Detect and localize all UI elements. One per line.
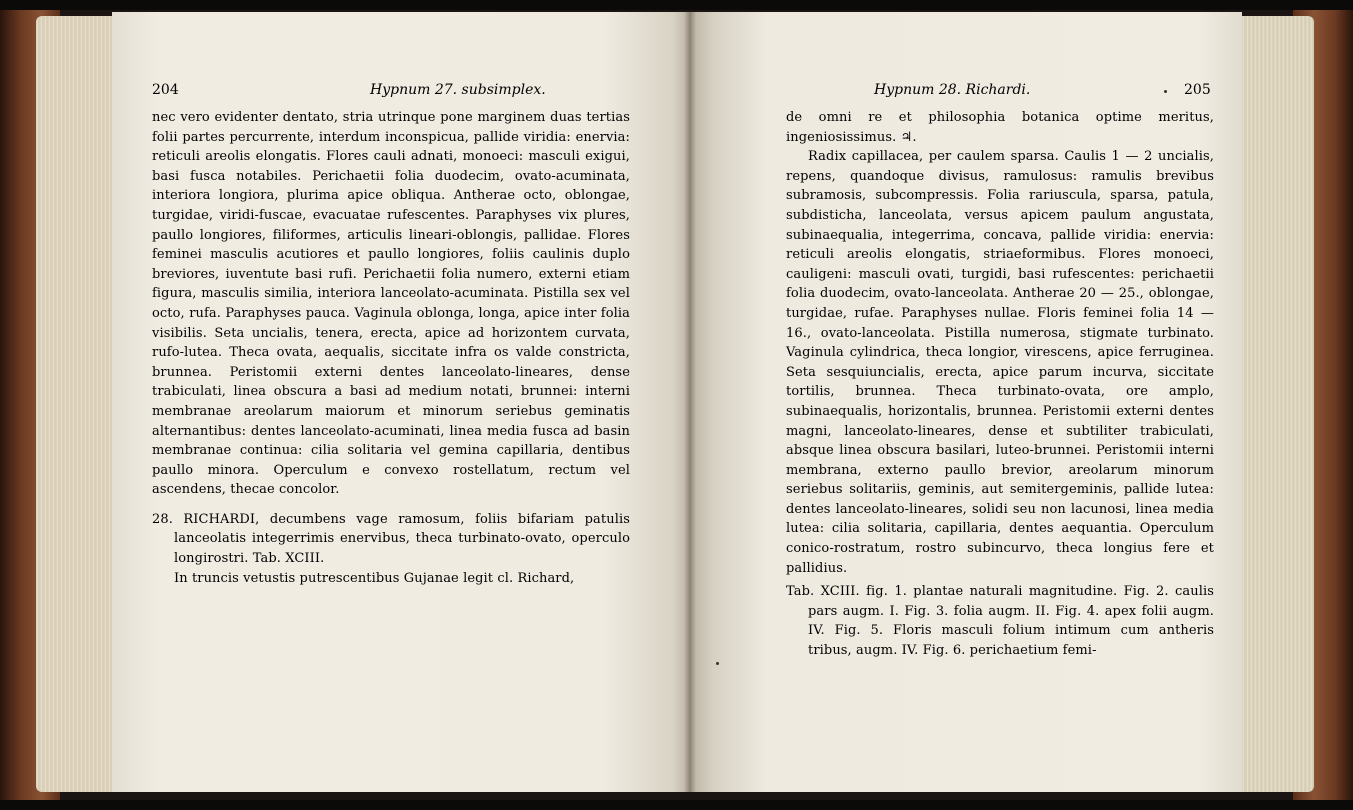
book-gutter — [684, 12, 696, 792]
left-paragraph-1: nec vero evidenter dentato, stria utrinque pone marginem duas tertias folii partes percurrente, interdum inconspicua, pallide viridia: enervia: reticuli areolis elongatis. Flores cauli adnati, monoeci: masculi exigui, basi fusca notabiles. Perichaetii folia duodecim, ovato-acuminata, interiora longiora, plurima apice obliqua. Antherae octo, oblongae, turgidae, viridi-fuscae, evacuatae rufescentes. Paraphyses vix plures, paullo longiores, filiformes, articulis lineari-oblongis, pallidae. Flores feminei masculis acutiores et paullo longiores, foliis caulinis duplo breviores, iuventute basi rufi. Perichaetii folia numero, externi etiam figura, masculis similia, interiora lanceolato-acuminata. Pistilla sex vel octo, rufa. Paraphyses pauca. Vaginula oblonga, longa, apice inter folia visibilis. Seta uncialis, tenera, erecta, apice ad horizontem curvata, rufo-lutea. Theca ovata, aequalis, siccitate infra os valde constricta, brunnea. Peristomii externi dentes lanceolato-lineares, dense trabiculati, linea obscura a basi ad medium notati, brunnei: interni membranae areolarum maiorum et minorum seriebus geminatis alternantibus: dentes lanceolato-acuminati, linea media fusca ad basin membranae continua: cilia solitaria vel gemina capillaria, dentibus paullo minora. Operculum e convexo rostellatum, rectum vel ascendens, thecae concolor. — [152, 110, 630, 498]
right-paragraph-plate-caption: Tab. XCIII. fig. 1. plantae naturali magnitudine. Fig. 2. caulis pars augm. I. Fig. 3. folia augm. II. Fig. 4. apex folii augm. IV. Fig. 5. Floris masculi folium intimum cum antheris tribus, augm. IV. Fig. 6. perichaetium femi- — [786, 584, 1214, 659]
page-edges-right — [1238, 16, 1314, 792]
left-paragraph-species-heading: 28. RICHARDI, decumbens vage ramosum, foliis bifariam patulis lanceolatis integerrimis enervibus, theca turbinato-ovato, operculo longirostri. Tab. XCIII. — [152, 511, 630, 567]
right-page-header — [786, 82, 1214, 102]
left-paragraph-3: In truncis vetustis putrescentibus Gujanae legit cl. Richard, — [174, 570, 575, 586]
right-page-text — [786, 108, 1214, 661]
ink-spot — [716, 662, 719, 665]
left-running-head: Hypnum 27. subsimplex. — [370, 82, 546, 98]
scan-border-bottom — [0, 800, 1353, 810]
ink-spot — [1164, 90, 1167, 93]
right-page-number: 205 — [1184, 82, 1211, 98]
left-page-text — [152, 108, 630, 588]
right-running-head: Hypnum 28. Richardi. — [874, 82, 1031, 98]
scan-border-top — [0, 0, 1353, 10]
left-page-number: 204 — [152, 82, 179, 98]
right-paragraph-2: Radix capillacea, per caulem sparsa. Caulis 1 — 2 uncialis, repens, quandoque divisus, ramulosus: ramulis brevibus subramosis, subcompressis. Folia rariuscula, sparsa, patula, subdisticha, lanceolata, versus apicem paulum angustata, subinaequalia, integerrima, concava, pallide viridia: enervia: reticuli areolis elongatis, striaeformibus. Flores monoeci, cauligeni: masculi ovati, turgidi, basi rufescentes: perichaetii folia duodecim, ovato-lanceolata. Antherae 20 — 25., oblongae, turgidae, rufae. Paraphyses nullae. Floris feminei folia 14 — 16., ovato-lanceolata. Pistilla numerosa, stigmate turbinato. Vaginula cylindrica, theca longior, virescens, apice ferruginea. Seta sesquiuncialis, erecta, apice parum incurva, siccitate tortilis, brunnea. Theca turbinato-ovata, ore amplo, subinaequalis, horizontalis, brunnea. Peristomii externi dentes magni, lanceolato-lineares, dense et subtiliter trabiculati, absque linea obscura basilari, luteo-brunnei. Peristomii interni membrana, externo paullo brevior, areolarum minorum seriebus solitariis, geminis, aut semitergeminis, pallide lutea: dentes lanceolato-lineares, solidi seu non lacunosi, linea media lutea: cilia solitaria, capillaria, dentes aequantia. Operculum conico-rostratum, rostro subincurvo, theca longius fere et pallidius. — [786, 149, 1214, 576]
right-paragraph-1: de omni re et philosophia botanica optime meritus, ingeniosissimus. ♃. — [786, 110, 1214, 145]
left-page-header — [152, 82, 630, 102]
page-edges-left — [36, 16, 116, 792]
